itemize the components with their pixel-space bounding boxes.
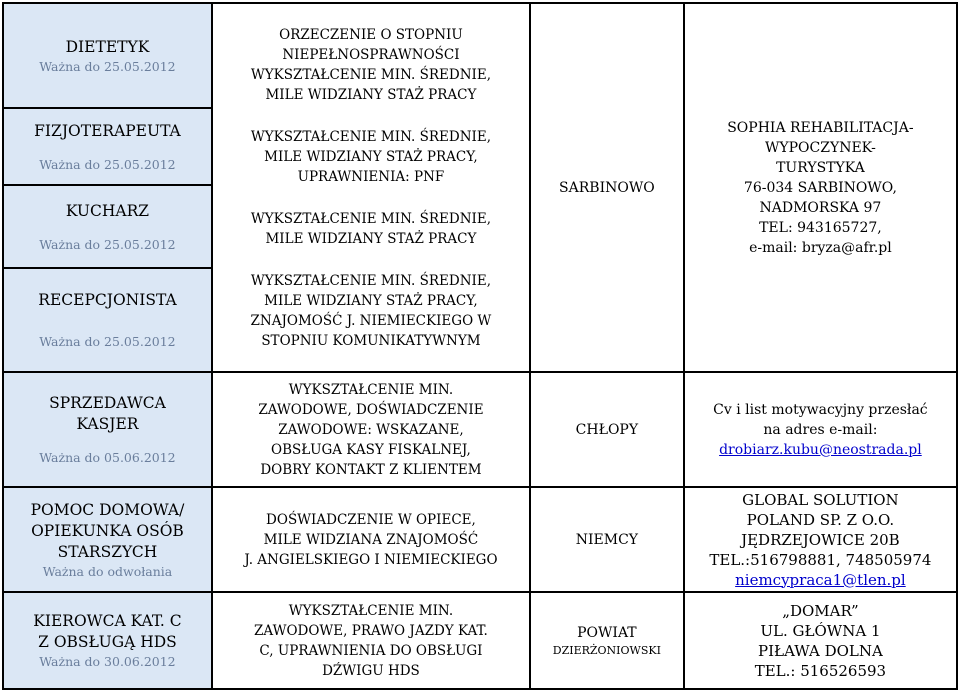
requirements-cell-section1 [212, 3, 530, 372]
requirement-line: STOPNIU KOMUNIKATYWNYM [261, 332, 481, 349]
requirement-line: MILE WIDZIANY STAŻ PRACY, [264, 292, 478, 309]
requirement-line: WYKSZTAŁCENIE MIN. [288, 381, 454, 398]
contact-line: TEL.: 516526593 [754, 661, 887, 680]
job-cell-sprzedawca [3, 372, 212, 487]
job-cell-recepcjonista [3, 268, 212, 372]
requirement-line: MILE WIDZIANA ZNAJOMOŚĆ [263, 531, 479, 548]
job-title-line: KASJER [76, 415, 139, 433]
job-cell-kucharz [3, 185, 212, 268]
contact-line: POLAND SP. Z O.O. [746, 510, 895, 529]
contact-cell-section3 [684, 487, 957, 592]
job-title: RECEPCJONISTA [38, 291, 177, 309]
contact-cell-section1 [684, 3, 957, 372]
requirements-cell-section3 [212, 487, 530, 592]
job-title-line: KIEROWCA KAT. C [33, 612, 182, 630]
valid-until: Ważna do 30.06.2012 [39, 654, 176, 669]
contact-line: na adres e-mail: [763, 421, 878, 438]
requirement-line: MILE WIDZIANY STAŻ PRACY, [264, 148, 478, 165]
job-title-line: OPIEKUNKA OSÓB [31, 521, 184, 540]
requirement-line: DOBRY KONTAKT Z KLIENTEM [260, 461, 482, 478]
job-title-line: STARSZYCH [57, 542, 158, 561]
job-cell-fizjoterapeuta [3, 108, 212, 185]
valid-until: Ważna do odwołania [42, 563, 173, 579]
job-title: FIZJOTERAPEUTA [34, 121, 181, 140]
contact-line: SOPHIA REHABILITACJA- [727, 119, 914, 136]
place-cell-section2: CHŁOPY [530, 372, 684, 487]
requirement-line: ZAWODOWE, DOŚWIADCZENIE [258, 401, 484, 418]
valid-until: Ważna do 25.05.2012 [39, 156, 176, 172]
requirement-line: MILE WIDZIANY STAŻ PRACY [265, 86, 477, 103]
contact-line: e-mail: bryza@afr.pl [749, 239, 892, 256]
requirement-line: J. ANGIELSKIEGO I NIEMIECKIEGO [244, 551, 498, 568]
job-title-line: SPRZEDAWCA [49, 394, 166, 412]
contact-line: „DOMAR” [782, 601, 859, 620]
contact-cell-section2 [684, 372, 957, 487]
job-cell-dietetyk [3, 3, 212, 108]
requirement-line: DOŚWIADCZENIE W OPIECE, [266, 511, 476, 528]
requirement-line: ORZECZENIE O STOPNIU [279, 26, 463, 43]
email-link[interactable]: drobiarz.kubu@neostrada.pl [719, 441, 922, 458]
job-offers-table [2, 2, 958, 690]
place-name: POWIAT [577, 624, 637, 641]
contact-line: NADMORSKA 97 [759, 199, 882, 216]
requirement-line: DŹWIGU HDS [322, 662, 420, 679]
requirement-line: ZNAJOMOŚĆ J. NIEMIECKIEGO W [250, 312, 492, 329]
job-cell-pomoc-domowa [3, 487, 212, 592]
contact-line: PIŁAWA DOLNA [758, 641, 883, 660]
requirement-line: MILE WIDZIANY STAŻ PRACY [265, 230, 477, 247]
contact-line: UL. GŁÓWNA 1 [760, 621, 881, 640]
contact-line: TEL: 943165727, [759, 219, 882, 236]
requirements-cell-section4 [212, 592, 530, 689]
requirement-line: OBSŁUGA KASY FISKALNEJ, [271, 441, 471, 458]
requirement-line: ZAWODOWE, PRAWO JAZDY KAT. [254, 622, 488, 639]
valid-until: Ważna do 05.06.2012 [39, 450, 176, 465]
contact-line: JĘDRZEJOWICE 20B [741, 530, 900, 549]
requirement-line: WYKSZTAŁCENIE MIN. [288, 602, 454, 619]
job-title: DIETETYK [65, 37, 150, 56]
requirement-line: UPRAWNIENIA: PNF [297, 168, 445, 185]
email-link[interactable]: niemcypraca1@tlen.pl [735, 570, 906, 589]
contact-line: Cv i list motywacyjny przesłać [713, 401, 928, 418]
requirement-line: NIEPEŁNOSPRAWNOŚCI [282, 46, 460, 63]
job-title-line: POMOC DOMOWA/ [30, 500, 185, 519]
contact-line: TURYSTYKA [776, 159, 865, 176]
requirement-line: WYKSZTAŁCENIE MIN. ŚREDNIE, [250, 210, 491, 227]
requirements-cell-section2 [212, 372, 530, 487]
job-title-line: Z OBSŁUGĄ HDS [38, 633, 177, 651]
place-subname: DZIERŻONIOWSKI [552, 643, 661, 657]
contact-line: TEL.:516798881, 748505974 [709, 550, 932, 569]
valid-until: Ważna do 25.05.2012 [39, 236, 176, 252]
requirement-line: WYKSZTAŁCENIE MIN. ŚREDNIE, [250, 66, 491, 83]
contact-line: GLOBAL SOLUTION [742, 490, 899, 509]
requirement-line: WYKSZTAŁCENIE MIN. ŚREDNIE, [250, 128, 491, 145]
requirement-line: ZAWODOWE: WSKAZANE, [278, 421, 464, 438]
job-cell-kierowca [3, 592, 212, 689]
contact-line: WYPOCZYNEK- [764, 139, 876, 156]
requirement-line: WYKSZTAŁCENIE MIN. ŚREDNIE, [250, 272, 491, 289]
place-cell-section4 [530, 592, 684, 689]
valid-until: Ważna do 25.05.2012 [39, 334, 176, 349]
valid-until: Ważna do 25.05.2012 [39, 58, 176, 74]
job-title: KUCHARZ [65, 201, 150, 220]
place-cell-section3: NIEMCY [530, 487, 684, 592]
requirement-line: C, UPRAWNIENIA DO OBSŁUGI [259, 642, 483, 659]
contact-line: 76-034 SARBINOWO, [743, 179, 897, 196]
place-cell-section1: SARBINOWO [530, 3, 684, 372]
contact-cell-section4 [684, 592, 957, 689]
